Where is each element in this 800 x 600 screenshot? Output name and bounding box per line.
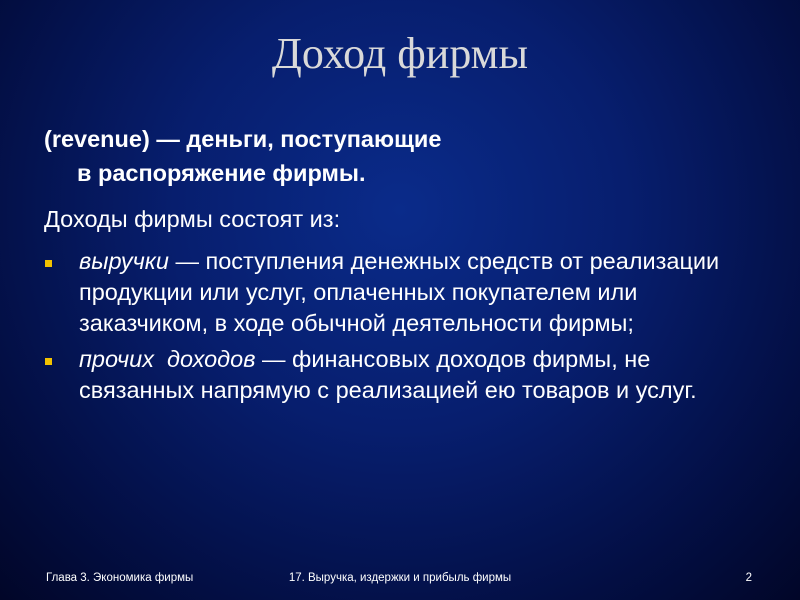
footer-chapter: Глава 3. Экономика фирмы bbox=[46, 572, 194, 584]
definition-line-2: в распоряжение фирмы. bbox=[77, 160, 366, 186]
footer-page-number: 2 bbox=[745, 572, 752, 584]
bullet-term: прочих доходов bbox=[79, 346, 256, 372]
bullet-item-revenue bbox=[44, 246, 764, 339]
bullet-list bbox=[44, 246, 764, 411]
intro-text: Доходы фирмы состоят из: bbox=[44, 206, 341, 232]
square-bullet-icon bbox=[45, 260, 52, 267]
bullet-item-other-income bbox=[44, 344, 764, 406]
footer-section: 17. Выручка, издержки и прибыль фирмы bbox=[288, 572, 512, 584]
slide-title: Доход фирмы bbox=[271, 29, 529, 78]
square-bullet-icon bbox=[45, 358, 52, 365]
bullet-text: — поступления денежных средств от реализации продукции или услуг, оплаченных покупателем или заказчиком, в ходе обычной деятельности фирмы; bbox=[79, 248, 720, 336]
definition-line-1: (revenue) — деньги, поступающие bbox=[44, 126, 442, 152]
bullet-term: выручки bbox=[79, 248, 169, 274]
definition-text bbox=[44, 122, 764, 190]
bullet-text: — финансовых доходов фирмы, не связанных напрямую с реализацией ею товаров и услуг. bbox=[79, 346, 697, 403]
